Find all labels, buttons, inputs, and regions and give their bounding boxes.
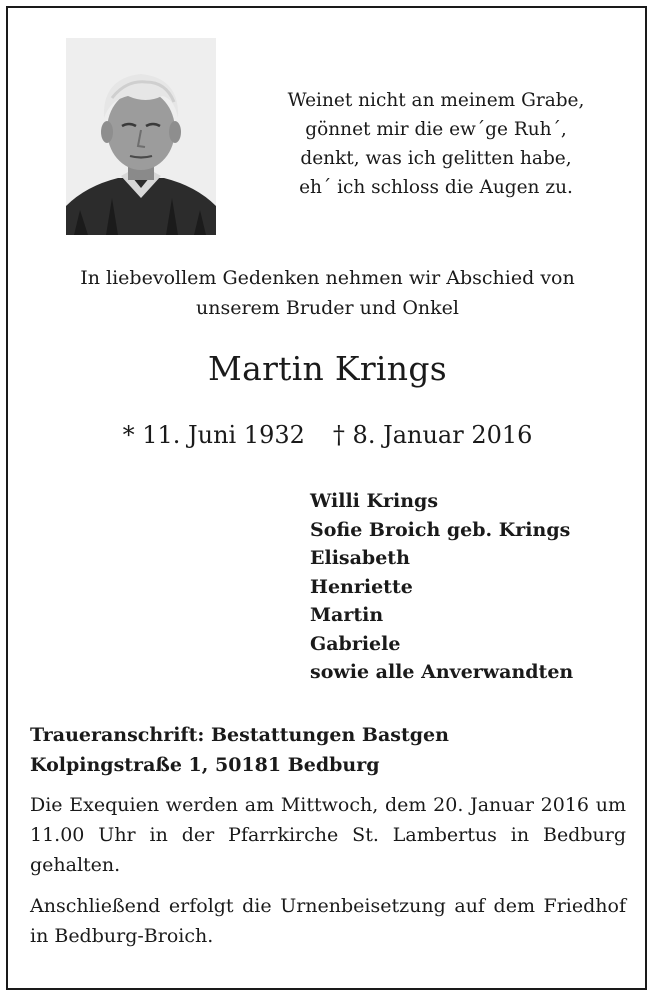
portrait-image — [66, 38, 216, 235]
mourner-name: Henriette — [310, 575, 413, 598]
service-paragraph: Die Exequien werden am Mittwoch, dem 20. Januar 2016 um 11.00 Uhr in der Pfarrkirche St. Lambertus in Bedburg gehalten. — [30, 794, 626, 876]
poem-line: eh´ ich schloss die Augen zu. — [299, 177, 573, 198]
poem-line: denkt, was ich gelitten habe, — [300, 148, 572, 169]
poem-line: gönnet mir die ew´ge Ruh´, — [305, 119, 567, 140]
memorial-poem — [246, 86, 626, 202]
intro-line: In liebevollem Gedenken nehmen wir Abschied von — [80, 267, 575, 289]
deceased-name: Martin Krings — [208, 349, 447, 388]
mourner-name: Gabriele — [310, 632, 401, 655]
mourner-name: Willi Krings — [310, 490, 439, 512]
life-dates — [30, 418, 625, 452]
intro-line: unserem Bruder und Onkel — [196, 297, 459, 319]
address-line: Traueranschrift: Bestattungen Bastgen — [30, 724, 449, 746]
birth-date: * 11. Juni 1932 — [122, 421, 305, 449]
mourning-address — [30, 720, 626, 780]
death-date: † 8. Januar 2016 — [332, 421, 533, 449]
mourner-name: Sofie Broich geb. Krings — [310, 518, 571, 541]
address-line: Kolpingstraße 1, 50181 Bedburg — [30, 754, 380, 776]
mourner-name: Martin — [310, 604, 384, 626]
portrait-photo — [66, 38, 216, 235]
burial-paragraph: Anschließend erfolgt die Urnenbeisetzung auf dem Friedhof in Bedburg-Broich. — [30, 895, 626, 947]
mourners-list — [310, 487, 573, 687]
mourner-name: sowie alle Anverwandten — [310, 661, 574, 683]
farewell-intro — [30, 263, 625, 323]
poem-line: Weinet nicht an meinem Grabe, — [287, 90, 585, 111]
mourner-name: Elisabeth — [310, 547, 410, 569]
